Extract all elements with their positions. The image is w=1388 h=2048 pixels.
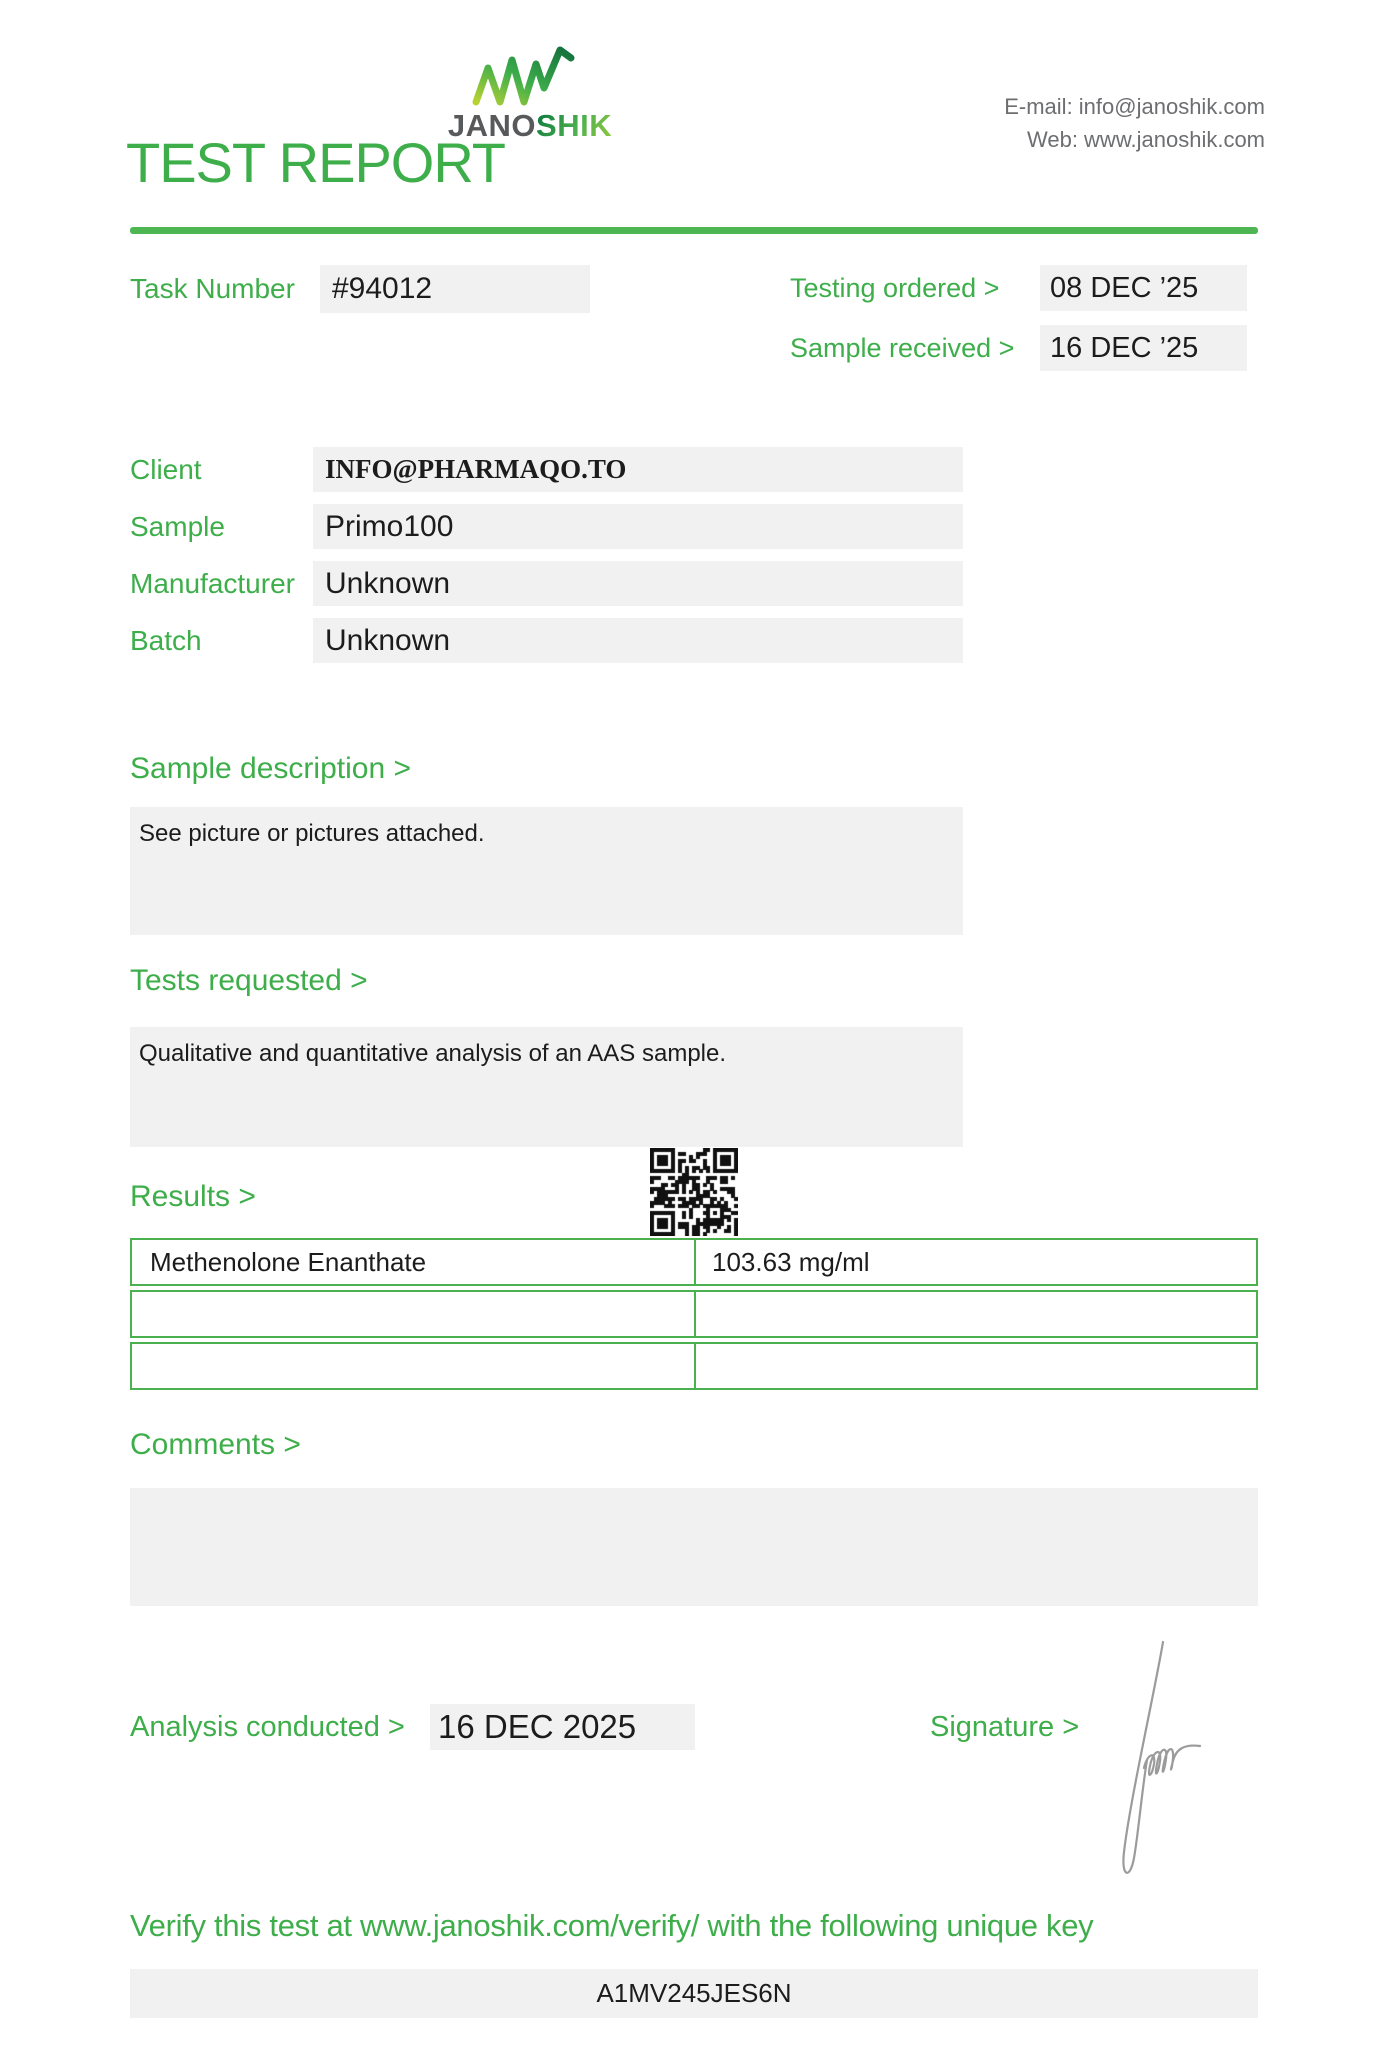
tests-requested-label: Tests requested > — [130, 964, 368, 997]
results-row — [130, 1342, 1258, 1390]
sample-description-box: See picture or pictures attached. — [130, 807, 963, 935]
header-divider — [130, 227, 1258, 234]
contact-email: E-mail: info@janoshik.com — [1004, 94, 1265, 119]
batch-label: Batch — [130, 625, 202, 656]
results-value: 103.63 mg/ml — [712, 1247, 870, 1277]
comments-label: Comments > — [130, 1428, 301, 1461]
task-number-value: #94012 — [320, 265, 590, 313]
results-value — [696, 1292, 1256, 1336]
testing-ordered-value: 08 DEC ’25 — [1040, 265, 1247, 311]
sample-received-value: 16 DEC ’25 — [1040, 325, 1247, 371]
signature-scribble — [1100, 1628, 1230, 1900]
qr-code — [650, 1148, 738, 1236]
results-analyte — [132, 1292, 696, 1336]
logo-jano: JANO — [447, 108, 537, 143]
manufacturer-label: Manufacturer — [130, 568, 295, 599]
comments-box — [130, 1488, 1258, 1606]
results-value — [696, 1344, 1256, 1388]
results-label: Results > — [130, 1180, 256, 1213]
sample-value: Primo100 — [313, 504, 963, 549]
batch-value: Unknown — [313, 618, 963, 663]
logo-wordmark — [435, 108, 625, 144]
tests-requested-box: Qualitative and quantitative analysis of an AAS sample. — [130, 1027, 963, 1147]
verify-text: Verify this test at www.janoshik.com/verify/ with the following unique key — [130, 1908, 1094, 1943]
results-row — [130, 1238, 1258, 1286]
client-value: INFO@PHARMAQO.TO — [313, 447, 963, 492]
verify-key-box: A1MV245JES6N — [130, 1969, 1258, 2018]
results-row — [130, 1290, 1258, 1338]
results-analyte — [132, 1344, 696, 1388]
testing-ordered-label: Testing ordered > — [790, 273, 1000, 303]
manufacturer-value: Unknown — [313, 561, 963, 606]
page-title: TEST REPORT — [126, 131, 506, 194]
logo-shik: SHIK — [536, 108, 613, 143]
contact-block — [1004, 90, 1265, 156]
chart-growth-icon — [468, 44, 598, 108]
sample-received-label: Sample received > — [790, 333, 1015, 363]
analysis-conducted-value: 16 DEC 2025 — [430, 1704, 695, 1750]
results-analyte: Methenolone Enanthate — [132, 1240, 696, 1284]
sample-description-label: Sample description > — [130, 752, 411, 785]
signature-label: Signature > — [930, 1711, 1080, 1743]
task-number-label: Task Number — [130, 273, 295, 304]
analysis-conducted-label: Analysis conducted > — [130, 1711, 405, 1743]
contact-web: Web: www.janoshik.com — [1026, 127, 1265, 152]
client-label: Client — [130, 454, 202, 485]
results-table — [130, 1238, 1258, 1394]
sample-label: Sample — [130, 511, 225, 542]
